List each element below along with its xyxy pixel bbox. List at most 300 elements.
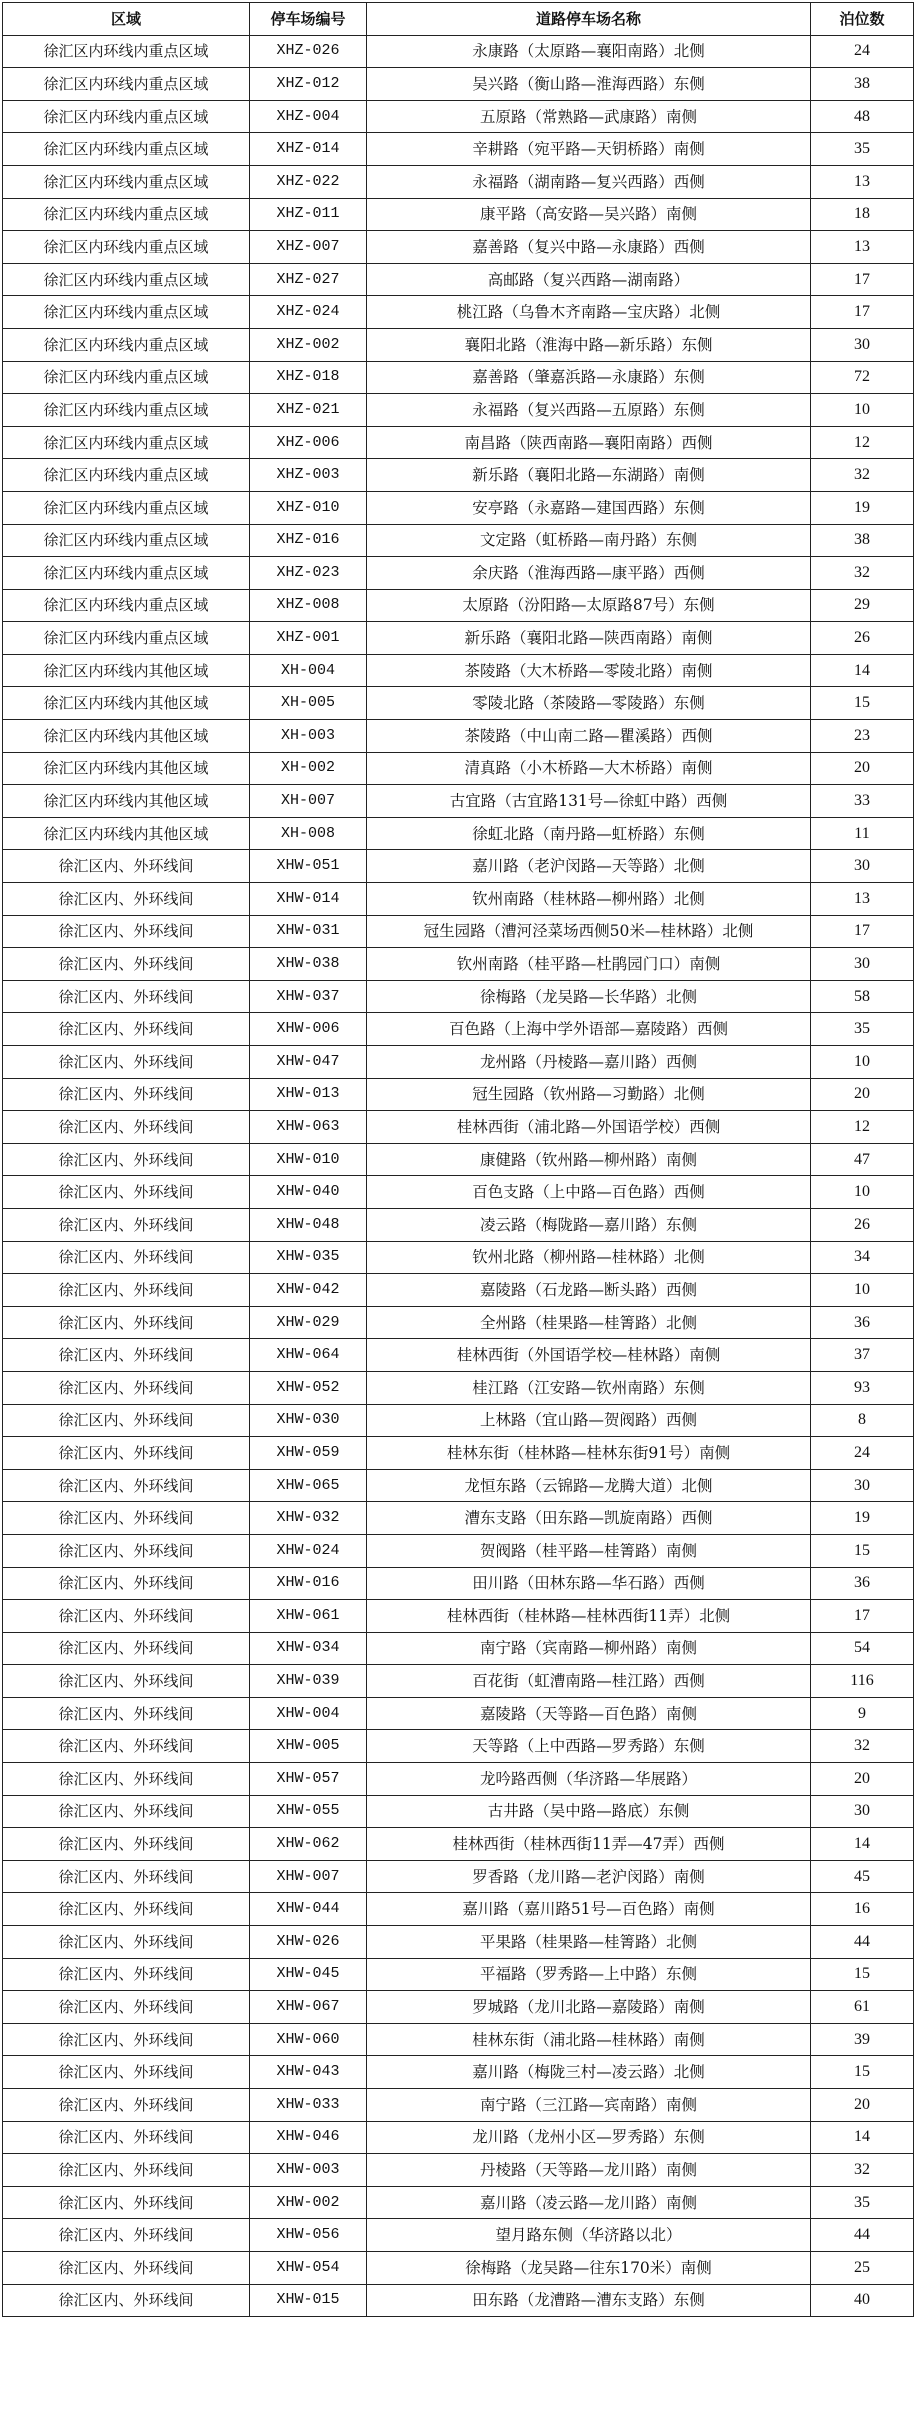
table-row <box>3 328 914 361</box>
cell-count: 35 <box>811 1013 914 1046</box>
cell-code: XHW-064 <box>250 1339 367 1372</box>
cell-road: 南宁路（宾南路—柳州路）南侧 <box>367 1632 811 1665</box>
table-row <box>3 1046 914 1079</box>
cell-zone: 徐汇区内环线内重点区域 <box>3 35 250 68</box>
cell-count: 25 <box>811 2251 914 2284</box>
cell-zone: 徐汇区内、外环线间 <box>3 1665 250 1698</box>
cell-count: 32 <box>811 1730 914 1763</box>
table-row <box>3 133 914 166</box>
cell-zone: 徐汇区内、外环线间 <box>3 1860 250 1893</box>
table-row <box>3 100 914 133</box>
cell-zone: 徐汇区内环线内重点区域 <box>3 557 250 590</box>
cell-road: 龙恒东路（云锦路—龙腾大道）北侧 <box>367 1469 811 1502</box>
cell-count: 18 <box>811 198 914 231</box>
cell-zone: 徐汇区内、外环线间 <box>3 1730 250 1763</box>
cell-count: 37 <box>811 1339 914 1372</box>
table-row <box>3 1893 914 1926</box>
cell-road: 漕东支路（田东路—凯旋南路）西侧 <box>367 1502 811 1535</box>
table-row <box>3 785 914 818</box>
cell-count: 36 <box>811 1306 914 1339</box>
cell-zone: 徐汇区内、外环线间 <box>3 1013 250 1046</box>
cell-zone: 徐汇区内环线内重点区域 <box>3 589 250 622</box>
cell-count: 8 <box>811 1404 914 1437</box>
cell-count: 10 <box>811 1176 914 1209</box>
cell-zone: 徐汇区内、外环线间 <box>3 980 250 1013</box>
cell-count: 93 <box>811 1371 914 1404</box>
cell-road: 茶陵路（中山南二路—瞿溪路）西侧 <box>367 720 811 753</box>
cell-road: 永康路（太原路—襄阳南路）北侧 <box>367 35 811 68</box>
cell-count: 36 <box>811 1567 914 1600</box>
cell-road: 永福路（复兴西路—五原路）东侧 <box>367 394 811 427</box>
table-row <box>3 1306 914 1339</box>
table-row <box>3 654 914 687</box>
table-row <box>3 720 914 753</box>
cell-code: XHW-059 <box>250 1437 367 1470</box>
cell-zone: 徐汇区内环线内其他区域 <box>3 817 250 850</box>
cell-zone: 徐汇区内环线内重点区域 <box>3 100 250 133</box>
cell-road: 五原路（常熟路—武康路）南侧 <box>367 100 811 133</box>
cell-code: XHZ-018 <box>250 361 367 394</box>
cell-count: 35 <box>811 133 914 166</box>
cell-road: 嘉川路（嘉川路51号—百色路）南侧 <box>367 1893 811 1926</box>
cell-count: 15 <box>811 687 914 720</box>
cell-code: XHW-063 <box>250 1111 367 1144</box>
cell-count: 20 <box>811 1763 914 1796</box>
cell-code: XHW-005 <box>250 1730 367 1763</box>
cell-road: 康健路（钦州路—柳州路）南侧 <box>367 1143 811 1176</box>
table-row <box>3 1860 914 1893</box>
cell-code: XHW-060 <box>250 2023 367 2056</box>
table-row <box>3 2056 914 2089</box>
table-row <box>3 687 914 720</box>
cell-code: XHZ-010 <box>250 491 367 524</box>
cell-road: 田东路（龙漕路—漕东支路）东侧 <box>367 2284 811 2317</box>
cell-count: 10 <box>811 1274 914 1307</box>
cell-count: 20 <box>811 1078 914 1111</box>
cell-zone: 徐汇区内、外环线间 <box>3 1763 250 1796</box>
table-row <box>3 980 914 1013</box>
table-row <box>3 1991 914 2024</box>
table-row <box>3 1665 914 1698</box>
cell-road: 桂江路（江安路—钦州南路）东侧 <box>367 1371 811 1404</box>
cell-code: XHZ-007 <box>250 231 367 264</box>
table-row <box>3 2284 914 2317</box>
cell-code: XHW-026 <box>250 1926 367 1959</box>
cell-code: XHW-040 <box>250 1176 367 1209</box>
cell-road: 嘉川路（老沪闵路—天等路）北侧 <box>367 850 811 883</box>
cell-code: XHZ-024 <box>250 296 367 329</box>
cell-zone: 徐汇区内、外环线间 <box>3 2121 250 2154</box>
cell-road: 钦州南路（桂林路—柳州路）北侧 <box>367 883 811 916</box>
cell-zone: 徐汇区内、外环线间 <box>3 1371 250 1404</box>
table-row <box>3 883 914 916</box>
cell-road: 嘉善路（复兴中路—永康路）西侧 <box>367 231 811 264</box>
table-row <box>3 589 914 622</box>
cell-zone: 徐汇区内环线内重点区域 <box>3 68 250 101</box>
cell-code: XHW-002 <box>250 2186 367 2219</box>
cell-zone: 徐汇区内环线内重点区域 <box>3 622 250 655</box>
cell-road: 茶陵路（大木桥路—零陵北路）南侧 <box>367 654 811 687</box>
table-row <box>3 524 914 557</box>
cell-count: 47 <box>811 1143 914 1176</box>
cell-count: 61 <box>811 1991 914 2024</box>
cell-count: 32 <box>811 557 914 590</box>
cell-code: XHZ-026 <box>250 35 367 68</box>
cell-count: 19 <box>811 491 914 524</box>
cell-road: 龙吟路西侧（华济路—华展路） <box>367 1763 811 1796</box>
cell-code: XH-002 <box>250 752 367 785</box>
cell-code: XHZ-001 <box>250 622 367 655</box>
cell-code: XHZ-016 <box>250 524 367 557</box>
cell-code: XHZ-006 <box>250 426 367 459</box>
cell-code: XHW-016 <box>250 1567 367 1600</box>
cell-zone: 徐汇区内、外环线间 <box>3 1046 250 1079</box>
cell-code: XHW-039 <box>250 1665 367 1698</box>
cell-road: 罗城路（龙川北路—嘉陵路）南侧 <box>367 1991 811 2024</box>
header-count: 泊位数 <box>811 3 914 36</box>
cell-code: XHZ-023 <box>250 557 367 590</box>
cell-zone: 徐汇区内、外环线间 <box>3 883 250 916</box>
cell-count: 30 <box>811 948 914 981</box>
cell-count: 32 <box>811 459 914 492</box>
table-row <box>3 752 914 785</box>
table-row <box>3 426 914 459</box>
table-row <box>3 198 914 231</box>
cell-count: 15 <box>811 1534 914 1567</box>
cell-count: 14 <box>811 1828 914 1861</box>
cell-road: 新乐路（襄阳北路—陕西南路）南侧 <box>367 622 811 655</box>
cell-count: 30 <box>811 1469 914 1502</box>
cell-count: 44 <box>811 1926 914 1959</box>
cell-code: XHW-010 <box>250 1143 367 1176</box>
cell-road: 百色支路（上中路—百色路）西侧 <box>367 1176 811 1209</box>
cell-zone: 徐汇区内、外环线间 <box>3 2251 250 2284</box>
cell-code: XHW-013 <box>250 1078 367 1111</box>
cell-code: XHW-061 <box>250 1600 367 1633</box>
table-row <box>3 1371 914 1404</box>
cell-road: 嘉陵路（石龙路—断头路）西侧 <box>367 1274 811 1307</box>
cell-count: 20 <box>811 2089 914 2122</box>
cell-count: 11 <box>811 817 914 850</box>
cell-count: 16 <box>811 1893 914 1926</box>
table-row <box>3 1176 914 1209</box>
cell-road: 辛耕路（宛平路—天钥桥路）南侧 <box>367 133 811 166</box>
table-row <box>3 2186 914 2219</box>
cell-road: 康平路（高安路—吴兴路）南侧 <box>367 198 811 231</box>
cell-code: XHW-029 <box>250 1306 367 1339</box>
cell-zone: 徐汇区内、外环线间 <box>3 1991 250 2024</box>
table-row <box>3 2023 914 2056</box>
cell-count: 17 <box>811 263 914 296</box>
cell-road: 罗香路（龙川路—老沪闵路）南侧 <box>367 1860 811 1893</box>
table-row <box>3 394 914 427</box>
cell-road: 清真路（小木桥路—大木桥路）南侧 <box>367 752 811 785</box>
cell-road: 望月路东侧（华济路以北） <box>367 2219 811 2252</box>
table-row <box>3 1078 914 1111</box>
cell-count: 48 <box>811 100 914 133</box>
cell-road: 永福路（湖南路—复兴西路）西侧 <box>367 165 811 198</box>
cell-count: 17 <box>811 296 914 329</box>
cell-code: XHW-047 <box>250 1046 367 1079</box>
cell-zone: 徐汇区内、外环线间 <box>3 2219 250 2252</box>
cell-road: 钦州南路（桂平路—杜鹃园门口）南侧 <box>367 948 811 981</box>
cell-zone: 徐汇区内、外环线间 <box>3 1600 250 1633</box>
table-row <box>3 68 914 101</box>
cell-road: 零陵北路（茶陵路—零陵路）东侧 <box>367 687 811 720</box>
cell-zone: 徐汇区内环线内重点区域 <box>3 165 250 198</box>
cell-zone: 徐汇区内、外环线间 <box>3 1111 250 1144</box>
cell-code: XHZ-021 <box>250 394 367 427</box>
cell-code: XHW-046 <box>250 2121 367 2154</box>
cell-code: XHW-035 <box>250 1241 367 1274</box>
cell-road: 桂林西街（浦北路—外国语学校）西侧 <box>367 1111 811 1144</box>
table-row <box>3 1241 914 1274</box>
cell-code: XHW-003 <box>250 2154 367 2187</box>
cell-zone: 徐汇区内、外环线间 <box>3 1306 250 1339</box>
cell-zone: 徐汇区内、外环线间 <box>3 1143 250 1176</box>
cell-count: 13 <box>811 883 914 916</box>
cell-zone: 徐汇区内、外环线间 <box>3 1893 250 1926</box>
cell-code: XHZ-002 <box>250 328 367 361</box>
cell-count: 17 <box>811 915 914 948</box>
cell-road: 古井路（吴中路—路底）东侧 <box>367 1795 811 1828</box>
cell-code: XHW-048 <box>250 1208 367 1241</box>
cell-count: 30 <box>811 1795 914 1828</box>
cell-code: XHW-043 <box>250 2056 367 2089</box>
cell-count: 30 <box>811 328 914 361</box>
cell-code: XHW-032 <box>250 1502 367 1535</box>
cell-road: 南宁路（三江路—宾南路）南侧 <box>367 2089 811 2122</box>
cell-count: 45 <box>811 1860 914 1893</box>
table-row <box>3 361 914 394</box>
table-row <box>3 1567 914 1600</box>
table-row <box>3 948 914 981</box>
cell-zone: 徐汇区内环线内重点区域 <box>3 361 250 394</box>
table-row <box>3 263 914 296</box>
cell-code: XHZ-011 <box>250 198 367 231</box>
cell-code: XHZ-027 <box>250 263 367 296</box>
cell-zone: 徐汇区内、外环线间 <box>3 1176 250 1209</box>
cell-zone: 徐汇区内环线内重点区域 <box>3 263 250 296</box>
cell-zone: 徐汇区内、外环线间 <box>3 915 250 948</box>
cell-count: 34 <box>811 1241 914 1274</box>
cell-zone: 徐汇区内环线内重点区域 <box>3 198 250 231</box>
cell-count: 29 <box>811 589 914 622</box>
cell-road: 嘉川路（凌云路—龙川路）南侧 <box>367 2186 811 2219</box>
cell-road: 高邮路（复兴西路—湖南路） <box>367 263 811 296</box>
cell-zone: 徐汇区内、外环线间 <box>3 1339 250 1372</box>
cell-count: 72 <box>811 361 914 394</box>
cell-zone: 徐汇区内环线内重点区域 <box>3 459 250 492</box>
cell-count: 44 <box>811 2219 914 2252</box>
table-row <box>3 1111 914 1144</box>
cell-count: 54 <box>811 1632 914 1665</box>
header-row <box>3 3 914 36</box>
table-row <box>3 1143 914 1176</box>
cell-zone: 徐汇区内、外环线间 <box>3 1534 250 1567</box>
cell-count: 14 <box>811 2121 914 2154</box>
cell-code: XHZ-003 <box>250 459 367 492</box>
cell-code: XHW-033 <box>250 2089 367 2122</box>
cell-road: 上林路（宜山路—贺阀路）西侧 <box>367 1404 811 1437</box>
cell-code: XHW-057 <box>250 1763 367 1796</box>
cell-road: 安亭路（永嘉路—建国西路）东侧 <box>367 491 811 524</box>
cell-count: 20 <box>811 752 914 785</box>
table-row <box>3 1013 914 1046</box>
cell-zone: 徐汇区内环线内重点区域 <box>3 296 250 329</box>
cell-code: XHW-051 <box>250 850 367 883</box>
cell-road: 徐梅路（龙吴路—往东170米）南侧 <box>367 2251 811 2284</box>
cell-zone: 徐汇区内、外环线间 <box>3 850 250 883</box>
cell-count: 38 <box>811 68 914 101</box>
cell-code: XHZ-008 <box>250 589 367 622</box>
cell-road: 桃江路（乌鲁木齐南路—宝庆路）北侧 <box>367 296 811 329</box>
table-row <box>3 557 914 590</box>
cell-road: 桂林西街（外国语学校—桂林路）南侧 <box>367 1339 811 1372</box>
cell-road: 百花街（虹漕南路—桂江路）西侧 <box>367 1665 811 1698</box>
table-row <box>3 165 914 198</box>
cell-count: 35 <box>811 2186 914 2219</box>
cell-count: 24 <box>811 35 914 68</box>
table-row <box>3 1730 914 1763</box>
cell-code: XHZ-022 <box>250 165 367 198</box>
table-row <box>3 622 914 655</box>
cell-code: XHW-045 <box>250 1958 367 1991</box>
cell-count: 19 <box>811 1502 914 1535</box>
table-row <box>3 491 914 524</box>
table-row <box>3 1600 914 1633</box>
cell-zone: 徐汇区内、外环线间 <box>3 1208 250 1241</box>
table-row <box>3 817 914 850</box>
table-row <box>3 1208 914 1241</box>
cell-zone: 徐汇区内环线内重点区域 <box>3 524 250 557</box>
cell-count: 13 <box>811 231 914 264</box>
cell-count: 13 <box>811 165 914 198</box>
cell-count: 15 <box>811 1958 914 1991</box>
cell-code: XHW-024 <box>250 1534 367 1567</box>
cell-road: 太原路（汾阳路—太原路87号）东侧 <box>367 589 811 622</box>
table-row <box>3 1437 914 1470</box>
cell-road: 新乐路（襄阳北路—东湖路）南侧 <box>367 459 811 492</box>
cell-zone: 徐汇区内、外环线间 <box>3 2089 250 2122</box>
cell-road: 南昌路（陕西南路—襄阳南路）西侧 <box>367 426 811 459</box>
cell-count: 40 <box>811 2284 914 2317</box>
cell-road: 田川路（田林东路—华石路）西侧 <box>367 1567 811 1600</box>
cell-road: 丹棱路（天等路—龙川路）南侧 <box>367 2154 811 2187</box>
cell-zone: 徐汇区内、外环线间 <box>3 1274 250 1307</box>
header-road: 道路停车场名称 <box>367 3 811 36</box>
cell-count: 39 <box>811 2023 914 2056</box>
cell-zone: 徐汇区内、外环线间 <box>3 948 250 981</box>
cell-road: 桂林西街（桂林路—桂林西街11弄）北侧 <box>367 1600 811 1633</box>
cell-code: XHZ-012 <box>250 68 367 101</box>
cell-zone: 徐汇区内、外环线间 <box>3 1828 250 1861</box>
table-row <box>3 1632 914 1665</box>
cell-count: 32 <box>811 2154 914 2187</box>
table-row <box>3 2089 914 2122</box>
cell-code: XHW-007 <box>250 1860 367 1893</box>
table-body <box>3 35 914 2317</box>
cell-count: 9 <box>811 1697 914 1730</box>
cell-zone: 徐汇区内环线内重点区域 <box>3 426 250 459</box>
cell-road: 桂林东街（桂林路—桂林东街91号）南侧 <box>367 1437 811 1470</box>
cell-zone: 徐汇区内环线内其他区域 <box>3 687 250 720</box>
cell-code: XHW-038 <box>250 948 367 981</box>
cell-road: 襄阳北路（淮海中路—新乐路）东侧 <box>367 328 811 361</box>
cell-zone: 徐汇区内、外环线间 <box>3 1567 250 1600</box>
cell-count: 30 <box>811 850 914 883</box>
table-row <box>3 1469 914 1502</box>
cell-zone: 徐汇区内、外环线间 <box>3 1926 250 1959</box>
cell-count: 15 <box>811 2056 914 2089</box>
cell-zone: 徐汇区内、外环线间 <box>3 1795 250 1828</box>
table-row <box>3 2154 914 2187</box>
cell-zone: 徐汇区内、外环线间 <box>3 1078 250 1111</box>
cell-zone: 徐汇区内、外环线间 <box>3 2023 250 2056</box>
cell-road: 凌云路（梅陇路—嘉川路）东侧 <box>367 1208 811 1241</box>
cell-code: XHW-037 <box>250 980 367 1013</box>
cell-code: XHW-056 <box>250 2219 367 2252</box>
cell-code: XHW-014 <box>250 883 367 916</box>
cell-road: 平果路（桂果路—桂箐路）北侧 <box>367 1926 811 1959</box>
cell-count: 17 <box>811 1600 914 1633</box>
cell-zone: 徐汇区内、外环线间 <box>3 1632 250 1665</box>
cell-code: XHW-065 <box>250 1469 367 1502</box>
cell-count: 24 <box>811 1437 914 1470</box>
cell-code: XHW-054 <box>250 2251 367 2284</box>
cell-zone: 徐汇区内、外环线间 <box>3 2186 250 2219</box>
cell-zone: 徐汇区内环线内重点区域 <box>3 231 250 264</box>
cell-road: 全州路（桂果路—桂箐路）北侧 <box>367 1306 811 1339</box>
cell-count: 38 <box>811 524 914 557</box>
table-row <box>3 1828 914 1861</box>
table-row <box>3 1926 914 1959</box>
cell-zone: 徐汇区内、外环线间 <box>3 1241 250 1274</box>
cell-road: 贺阀路（桂平路—桂箐路）南侧 <box>367 1534 811 1567</box>
cell-zone: 徐汇区内环线内其他区域 <box>3 720 250 753</box>
table-header <box>3 3 914 36</box>
cell-zone: 徐汇区内环线内其他区域 <box>3 752 250 785</box>
header-zone: 区域 <box>3 3 250 36</box>
cell-zone: 徐汇区内、外环线间 <box>3 1437 250 1470</box>
cell-road: 徐梅路（龙吴路—长华路）北侧 <box>367 980 811 1013</box>
cell-road: 冠生园路（钦州路—习勤路）北侧 <box>367 1078 811 1111</box>
table-row <box>3 1404 914 1437</box>
cell-road: 钦州北路（柳州路—桂林路）北侧 <box>367 1241 811 1274</box>
table-row <box>3 459 914 492</box>
cell-code: XH-007 <box>250 785 367 818</box>
cell-road: 龙州路（丹棱路—嘉川路）西侧 <box>367 1046 811 1079</box>
cell-road: 龙川路（龙州小区—罗秀路）东侧 <box>367 2121 811 2154</box>
table-row <box>3 1274 914 1307</box>
cell-code: XHW-042 <box>250 1274 367 1307</box>
table-row <box>3 1502 914 1535</box>
cell-code: XHW-030 <box>250 1404 367 1437</box>
header-code: 停车场编号 <box>250 3 367 36</box>
cell-code: XH-004 <box>250 654 367 687</box>
cell-code: XHW-044 <box>250 1893 367 1926</box>
cell-count: 26 <box>811 622 914 655</box>
cell-zone: 徐汇区内环线内其他区域 <box>3 785 250 818</box>
table-row <box>3 2121 914 2154</box>
cell-road: 天等路（上中西路—罗秀路）东侧 <box>367 1730 811 1763</box>
cell-code: XHW-034 <box>250 1632 367 1665</box>
cell-zone: 徐汇区内、外环线间 <box>3 2154 250 2187</box>
cell-code: XHW-055 <box>250 1795 367 1828</box>
cell-count: 14 <box>811 654 914 687</box>
cell-code: XHW-006 <box>250 1013 367 1046</box>
cell-road: 余庆路（淮海西路—康平路）西侧 <box>367 557 811 590</box>
